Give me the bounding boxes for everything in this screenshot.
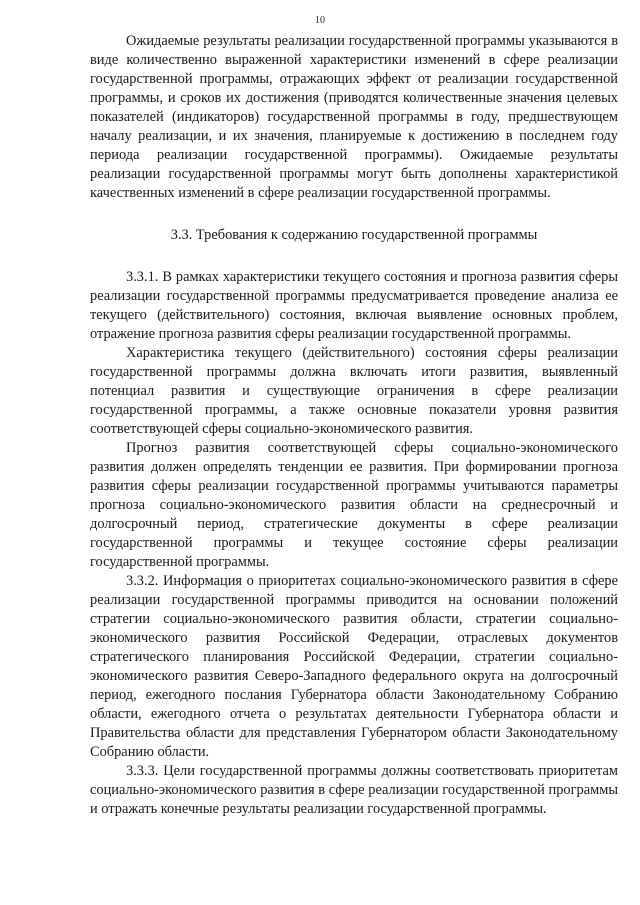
page-number: 10 [315, 15, 325, 26]
paragraph-3-3-1: 3.3.1. В рамках характеристики текущего состояния и прогноза развития сферы реализации государственной программы предусматривается проведение анализа ее текущего (действительного) состояния, включая выявление основных проблем, отражение прогноза развития сферы реализации государственной программы. [90, 269, 618, 342]
paragraph-3-3-3: 3.3.3. Цели государственной программы должны соответствовать приоритетам социально-экономического развития в сфере реализации государственной программы и отражать конечные результаты реализации государственной программы. [90, 763, 618, 817]
paragraph-3-3-2: 3.3.2. Информация о приоритетах социально-экономического развития в сфере реализации государственной программы приводится на основании положений стратегии социально-экономического развития области, стратегии социально-экономического развития Российской Федерации, отраслевых документов стратегического планирования Российской Федерации, стратегии социально-экономического развития Северо-Западного федерального округа на долгосрочный период, ежегодного послания Губернатора области Законодательному Собранию области, ежегодного отчета о результатах деятельности Губернатора области и Правительства области для представления Губернатором области Законодательному Собранию области. [90, 573, 618, 760]
section-heading: 3.3. Требования к содержанию государственной программы [170, 227, 538, 243]
paragraph-current-state: Характеристика текущего (действительного) состояния сферы реализации государственной программы должна включать итоги развития, выявленный потенциал развития и существующие ограничения в сфере реализации государственной программы, а также основные показатели уровня развития соответствующей сферы социально-экономического развития. [90, 345, 618, 437]
document-body [90, 32, 618, 819]
paragraph-expected-results: Ожидаемые результаты реализации государственной программы указываются в виде количественно выраженной характеристики изменений в сфере реализации государственной программы, отражающих эффект от реализации государственной программы, и сроков их достижения (приводятся количественные значения целевых показателей (индикаторов) государственной программы в году, предшествующем началу реализации, и их значения, планируемые к достижению в последнем году периода реализации государственной программы). Ожидаемые результаты реализации государственной программы могут быть дополнены характеристикой качественных изменений в сфере реализации государственной программы. [90, 33, 618, 201]
paragraph-forecast: Прогноз развития соответствующей сферы социально-экономического развития должен определять тенденции ее развития. При формировании прогноза развития сферы реализации государственной программы учитываются параметры прогноза социально-экономического развития области на среднесрочный и долгосрочный период, стратегические документы в сфере реализации государственной программы и текущее состояние сферы реализации государственной программы. [90, 440, 618, 570]
